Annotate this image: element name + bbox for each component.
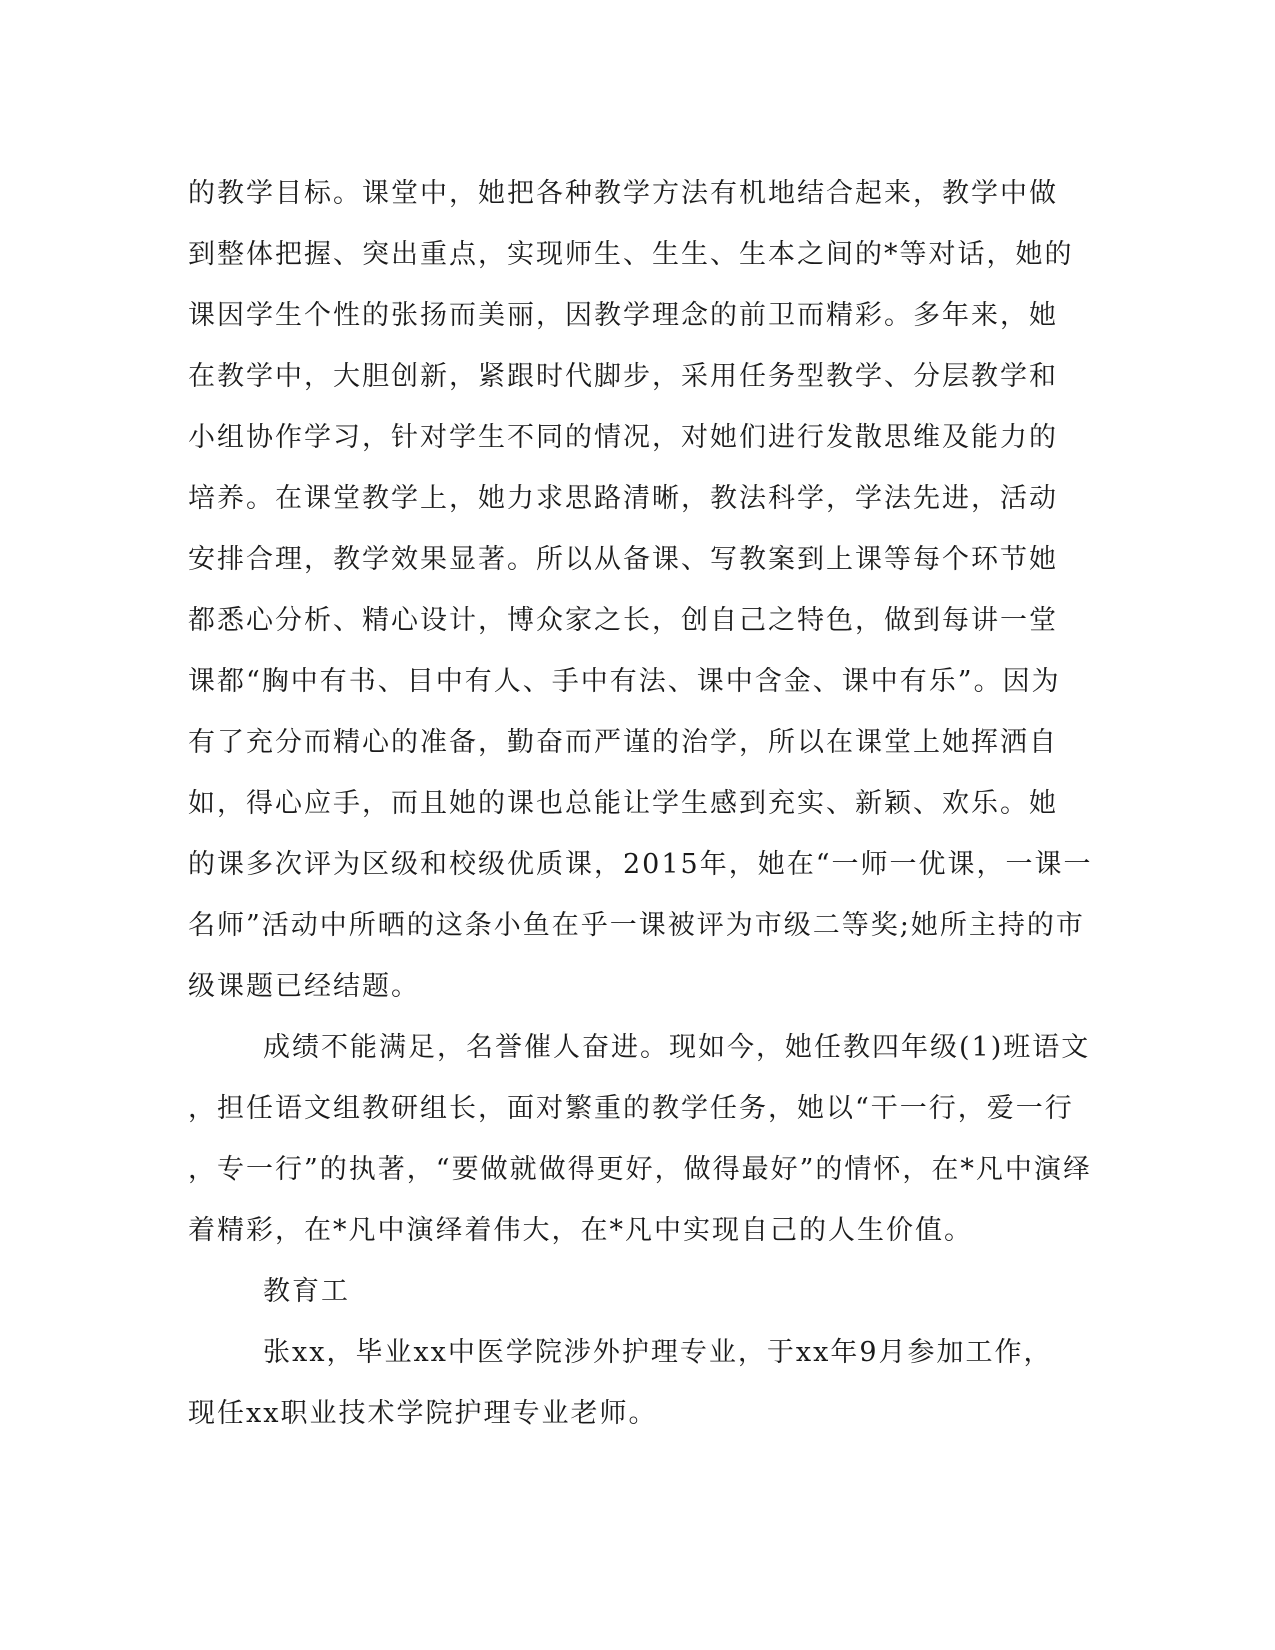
- text-line: ，担任语文组教研组长，面对繁重的教学任务，她以“干一行，爱一行: [188, 1093, 1074, 1124]
- text-line: 着精彩，在*凡中演绎着伟大，在*凡中实现自己的人生价值。: [188, 1215, 973, 1246]
- text-line: 现任xx职业技术学院护理专业老师。: [188, 1398, 658, 1429]
- text-line: 有了充分而精心的准备，勤奋而严谨的治学，所以在课堂上她挥洒自: [188, 727, 1058, 758]
- text-line: 级课题已经结题。: [188, 971, 420, 1002]
- section-heading: 教育工: [263, 1276, 350, 1307]
- heading-line: [188, 1261, 1088, 1322]
- text-line: 在教学中，大胆创新，紧跟时代脚步，采用任务型教学、分层教学和: [188, 361, 1058, 392]
- paragraph-1: [188, 163, 1093, 1017]
- paragraph-2: [188, 1017, 1092, 1261]
- text-line: 如，得心应手，而且她的课也总能让学生感到充实、新颖、欢乐。她: [188, 788, 1058, 819]
- text-line: 张xx，毕业xx中医学院涉外护理专业，于xx年9月参加工作，: [263, 1337, 1053, 1368]
- text-line: 课都“胸中有书、目中有人、手中有法、课中含金、课中有乐”。因为: [188, 666, 1061, 697]
- text-line: 名师”活动中所晒的这条小鱼在乎一课被评为市级二等奖;她所主持的市: [188, 910, 1085, 941]
- text-line: 培养。在课堂教学上，她力求思路清晰，教法科学，学法先进，活动: [188, 483, 1058, 514]
- document-body: [188, 163, 1093, 1444]
- text-line: 的教学目标。课堂中，她把各种教学方法有机地结合起来，教学中做: [188, 178, 1058, 209]
- paragraph-3: [188, 1322, 1088, 1444]
- text-line: 安排合理，教学效果显著。所以从备课、写教案到上课等每个环节她: [188, 544, 1058, 575]
- text-line: 到整体把握、突出重点，实现师生、生生、生本之间的*等对话，她的: [188, 239, 1074, 270]
- text-line: 都悉心分析、精心设计，博众家之长，创自己之特色，做到每讲一堂: [188, 605, 1058, 636]
- text-line: 小组协作学习，针对学生不同的情况，对她们进行发散思维及能力的: [188, 422, 1058, 453]
- text-line: 课因学生个性的张扬而美丽，因教学理念的前卫而精彩。多年来，她: [188, 300, 1058, 331]
- text-line: 成绩不能满足，名誉催人奋进。现如今，她任教四年级(1)班语文: [263, 1032, 1091, 1063]
- text-line: 的课多次评为区级和校级优质课，2015年，她在“一师一优课，一课一: [188, 849, 1093, 880]
- text-line: ，专一行”的执著，“要做就做得更好，做得最好”的情怀，在*凡中演绎: [188, 1154, 1092, 1185]
